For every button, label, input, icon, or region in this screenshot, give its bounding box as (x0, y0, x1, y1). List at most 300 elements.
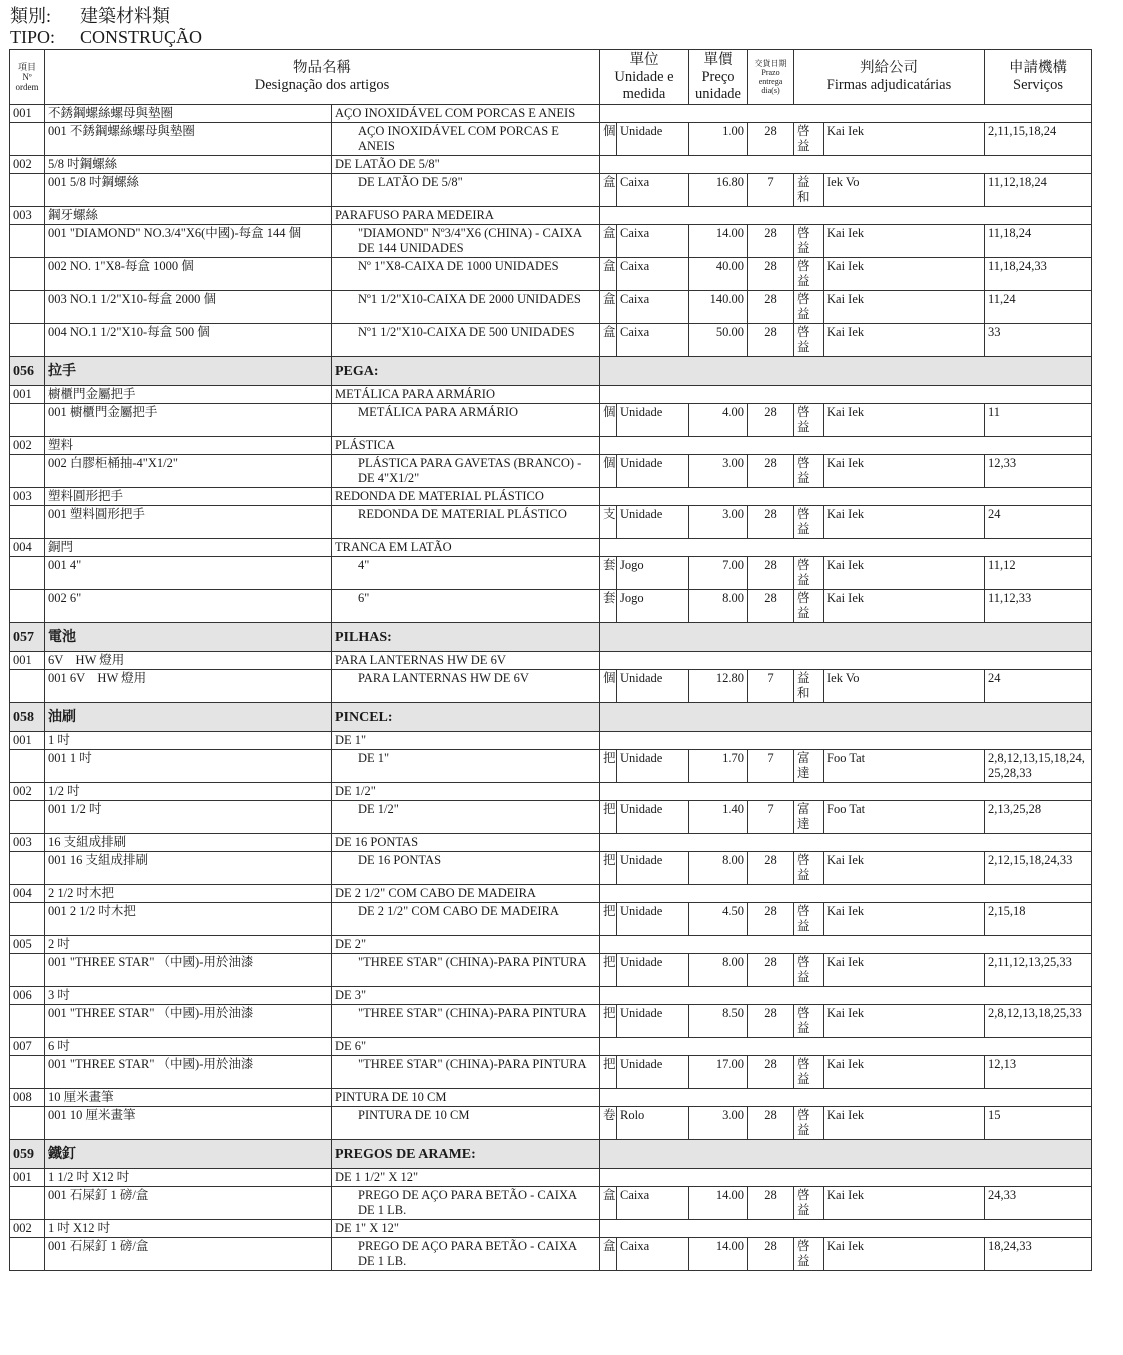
item-name-zh (45, 852, 332, 885)
category-label: 類別: (10, 6, 52, 26)
item-name-zh-text: 白膠柜桶抽-4"X1/2" (69, 456, 178, 470)
firm-zh: 啓益 (794, 1238, 824, 1271)
firm-zh: 啓益 (794, 324, 824, 357)
unit-pt: Unidade (617, 852, 689, 885)
unit-price: 14.00 (689, 1238, 748, 1271)
subgroup-row (10, 1169, 1092, 1187)
item-number: 001 (48, 175, 67, 189)
item-name-pt: PREGO DE AÇO PARA BETÃO - CAIXA DE 1 LB. (332, 1238, 600, 1271)
subgroup-name-pt: DE 1 1/2" X 12" (332, 1169, 600, 1187)
subgroup-row (10, 1089, 1092, 1107)
item-name-pt: "THREE STAR" (CHINA)-PARA PINTURA (332, 1005, 600, 1038)
blank-cell (10, 225, 45, 258)
subgroup-name-pt: PARA LANTERNAS HW DE 6V (332, 652, 600, 670)
services: 24 (985, 506, 1092, 539)
services: 2,15,18 (985, 903, 1092, 936)
unit-zh: 盒 (600, 1187, 617, 1220)
unit-zh: 個 (600, 455, 617, 488)
item-name-zh-text: 不銹鋼螺絲螺母與墊圈 (69, 124, 195, 138)
subgroup-name-zh: 6 吋 (45, 1038, 332, 1056)
unit-pt: Unidade (617, 1056, 689, 1089)
item-name-zh-text: 1 吋 (69, 751, 92, 765)
blank-cell (10, 1056, 45, 1089)
item-name-zh-text: 塑料圓形把手 (69, 507, 145, 521)
firm-zh: 啓益 (794, 1187, 824, 1220)
table-row (10, 852, 1092, 885)
item-name-zh-text: 5/8 吋鋼螺絲 (69, 175, 139, 189)
item-name-zh (45, 225, 332, 258)
group-name-zh: 鐵釘 (45, 1140, 332, 1169)
item-name-pt: AÇO INOXIDÁVEL COM PORCAS E ANEIS (332, 123, 600, 156)
firm-pt: Kai Iek (824, 1107, 985, 1140)
unit-price: 1.70 (689, 750, 748, 783)
item-name-pt: PARA LANTERNAS HW DE 6V (332, 670, 600, 703)
services: 11,24 (985, 291, 1092, 324)
unit-price: 140.00 (689, 291, 748, 324)
subgroup-name-pt: PLÁSTICA (332, 437, 600, 455)
item-name-pt: "DIAMOND" Nº3/4"X6 (CHINA) - CAIXA DE 144 UNIDADES (332, 225, 600, 258)
item-name-pt: REDONDA DE MATERIAL PLÁSTICO (332, 506, 600, 539)
table-row (10, 1056, 1092, 1089)
item-name-zh (45, 1238, 332, 1271)
unit-zh: 把 (600, 750, 617, 783)
unit-price: 14.00 (689, 1187, 748, 1220)
group-filler (600, 703, 1092, 732)
services: 2,12,15,18,24,33 (985, 852, 1092, 885)
subgroup-name-pt: DE 6" (332, 1038, 600, 1056)
unit-price: 8.50 (689, 1005, 748, 1038)
item-name-pt: "THREE STAR" (CHINA)-PARA PINTURA (332, 1056, 600, 1089)
unit-zh: 盒 (600, 258, 617, 291)
group-row (10, 357, 1092, 386)
unit-zh: 盒 (600, 225, 617, 258)
unit-price: 12.80 (689, 670, 748, 703)
delivery-days: 28 (748, 1238, 794, 1271)
item-name-zh (45, 123, 332, 156)
item-name-zh (45, 291, 332, 324)
firm-pt: Iek Vo (824, 670, 985, 703)
table-row (10, 954, 1092, 987)
unit-zh: 套 (600, 557, 617, 590)
subgroup-name-zh: 塑料圓形把手 (45, 488, 332, 506)
subgroup-name-zh: 1 吋 (45, 732, 332, 750)
subgroup-filler (600, 936, 1092, 954)
unit-price: 3.00 (689, 455, 748, 488)
blank-cell (10, 1187, 45, 1220)
subgroup-name-zh: 鋼牙螺絲 (45, 207, 332, 225)
subgroup-row (10, 207, 1092, 225)
services: 24 (985, 670, 1092, 703)
firm-pt: Kai Iek (824, 225, 985, 258)
item-number: 001 (48, 507, 67, 521)
subgroup-name-pt: DE 1" (332, 732, 600, 750)
table-row (10, 670, 1092, 703)
type-label: TIPO: (10, 27, 55, 47)
firm-pt: Kai Iek (824, 506, 985, 539)
subgroup-number: 005 (10, 936, 45, 954)
unit-pt: Unidade (617, 903, 689, 936)
table-row (10, 903, 1092, 936)
item-number: 002 (48, 259, 67, 273)
firm-zh: 啓益 (794, 506, 824, 539)
unit-price: 3.00 (689, 506, 748, 539)
item-name-zh-text: 6" (69, 591, 82, 605)
firm-pt: Kai Iek (824, 324, 985, 357)
table-row (10, 590, 1092, 623)
delivery-days: 28 (748, 225, 794, 258)
firm-zh: 啓益 (794, 225, 824, 258)
subgroup-filler (600, 1220, 1092, 1238)
item-name-pt: DE LATÃO DE 5/8" (332, 174, 600, 207)
col-item-no: 項目 Nº ordem (10, 50, 45, 105)
item-number: 002 (48, 591, 67, 605)
delivery-days: 28 (748, 324, 794, 357)
blank-cell (10, 174, 45, 207)
firm-pt: Iek Vo (824, 174, 985, 207)
group-filler (600, 623, 1092, 652)
firm-zh: 啓益 (794, 852, 824, 885)
subgroup-row (10, 539, 1092, 557)
table-row (10, 1005, 1092, 1038)
item-name-pt: DE 16 PONTAS (332, 852, 600, 885)
unit-zh: 卷 (600, 1107, 617, 1140)
subgroup-number: 002 (10, 783, 45, 801)
services: 11,12,18,24 (985, 174, 1092, 207)
blank-cell (10, 258, 45, 291)
unit-pt: Caixa (617, 258, 689, 291)
delivery-days: 7 (748, 801, 794, 834)
col-designation: 物品名稱 Designação dos artigos (45, 50, 600, 105)
unit-price: 8.00 (689, 954, 748, 987)
unit-zh: 把 (600, 1056, 617, 1089)
subgroup-name-pt: DE 16 PONTAS (332, 834, 600, 852)
subgroup-number: 001 (10, 386, 45, 404)
delivery-days: 7 (748, 750, 794, 783)
item-name-zh-text: "DIAMOND" NO.3/4"X6(中國)-每盒 144 個 (69, 226, 302, 240)
subgroup-name-pt: DE 2" (332, 936, 600, 954)
firm-pt: Kai Iek (824, 1056, 985, 1089)
unit-zh: 盒 (600, 291, 617, 324)
firm-zh: 富達 (794, 801, 824, 834)
subgroup-filler (600, 488, 1092, 506)
item-name-pt: 4" (332, 557, 600, 590)
group-filler (600, 357, 1092, 386)
subgroup-number: 002 (10, 437, 45, 455)
delivery-days: 28 (748, 123, 794, 156)
subgroup-filler (600, 386, 1092, 404)
item-name-zh (45, 1056, 332, 1089)
table-row (10, 324, 1092, 357)
items-table (9, 49, 1092, 1271)
subgroup-name-zh: 3 吋 (45, 987, 332, 1005)
firm-pt: Kai Iek (824, 123, 985, 156)
item-name-pt: PLÁSTICA PARA GAVETAS (BRANCO) -DE 4"X1/2" (332, 455, 600, 488)
blank-cell (10, 590, 45, 623)
unit-price: 14.00 (689, 225, 748, 258)
delivery-days: 28 (748, 291, 794, 324)
unit-pt: Unidade (617, 801, 689, 834)
unit-pt: Caixa (617, 1238, 689, 1271)
item-name-zh-text: 石屎釘 1 磅/盒 (69, 1188, 149, 1202)
item-number: 001 (48, 1188, 67, 1202)
table-row (10, 506, 1092, 539)
table-row (10, 123, 1092, 156)
table-row (10, 404, 1092, 437)
unit-zh: 個 (600, 404, 617, 437)
item-name-zh (45, 174, 332, 207)
subgroup-filler (600, 732, 1092, 750)
firm-zh: 啓益 (794, 1056, 824, 1089)
unit-pt: Unidade (617, 455, 689, 488)
item-name-zh-text: "THREE STAR" （中國)-用於油漆 (69, 1006, 254, 1020)
table-row (10, 455, 1092, 488)
firm-pt: Kai Iek (824, 590, 985, 623)
firm-zh: 啓益 (794, 455, 824, 488)
subgroup-number: 001 (10, 652, 45, 670)
blank-cell (10, 670, 45, 703)
unit-pt: Caixa (617, 174, 689, 207)
subgroup-number: 004 (10, 885, 45, 903)
item-name-zh-text: "THREE STAR" （中國)-用於油漆 (69, 1057, 254, 1071)
subgroup-name-pt: AÇO INOXIDÁVEL COM PORCAS E ANEIS (332, 105, 600, 123)
item-name-pt: Nº1 1/2"X10-CAIXA DE 500 UNIDADES (332, 324, 600, 357)
subgroup-name-zh: 塑料 (45, 437, 332, 455)
col-firm: 判給公司 Firmas adjudicatárias (794, 50, 985, 105)
subgroup-name-zh: 1 吋 X12 吋 (45, 1220, 332, 1238)
services: 15 (985, 1107, 1092, 1140)
delivery-days: 28 (748, 903, 794, 936)
unit-price: 4.00 (689, 404, 748, 437)
item-number: 001 (48, 1057, 67, 1071)
firm-zh: 啓益 (794, 903, 824, 936)
item-number: 001 (48, 1239, 67, 1253)
blank-cell (10, 324, 45, 357)
firm-zh: 啓益 (794, 590, 824, 623)
firm-zh: 富達 (794, 750, 824, 783)
blank-cell (10, 455, 45, 488)
unit-pt: Unidade (617, 123, 689, 156)
table-row (10, 750, 1092, 783)
subgroup-number: 008 (10, 1089, 45, 1107)
subgroup-name-pt: METÁLICA PARA ARMÁRIO (332, 386, 600, 404)
item-name-zh-text: NO.1 1/2"X10-每盒 500 個 (69, 325, 210, 339)
subgroup-filler (600, 1038, 1092, 1056)
item-name-pt: Nº1 1/2"X10-CAIXA DE 2000 UNIDADES (332, 291, 600, 324)
item-number: 003 (48, 292, 67, 306)
subgroup-row (10, 936, 1092, 954)
col-delivery-days: 交貨日期 Prazo entrega dia(s) (748, 50, 794, 105)
item-name-pt: DE 2 1/2" COM CABO DE MADEIRA (332, 903, 600, 936)
item-name-zh (45, 557, 332, 590)
item-number: 001 (48, 1108, 67, 1122)
subgroup-name-pt: DE 2 1/2" COM CABO DE MADEIRA (332, 885, 600, 903)
delivery-days: 28 (748, 954, 794, 987)
subgroup-row (10, 834, 1092, 852)
subgroup-name-pt: DE 1" X 12" (332, 1220, 600, 1238)
unit-zh: 把 (600, 903, 617, 936)
delivery-days: 28 (748, 1107, 794, 1140)
item-number: 001 (48, 853, 67, 867)
subgroup-number: 003 (10, 207, 45, 225)
delivery-days: 7 (748, 174, 794, 207)
col-unit: 單位 Unidade e medida (600, 50, 689, 105)
firm-zh: 啓益 (794, 258, 824, 291)
group-name-pt: PINCEL: (332, 703, 600, 732)
category-value: 建築材料類 (80, 6, 170, 26)
item-name-zh-text: 16 支組成排刷 (69, 853, 149, 867)
blank-cell (10, 123, 45, 156)
unit-zh: 盒 (600, 174, 617, 207)
services: 11,12,33 (985, 590, 1092, 623)
item-name-pt: DE 1/2" (332, 801, 600, 834)
col-services: 申請機構 Serviços (985, 50, 1092, 105)
item-name-zh-text: 櫥櫃門金屬把手 (69, 405, 158, 419)
item-name-zh-text: 10 厘米畫筆 (69, 1108, 136, 1122)
firm-pt: Kai Iek (824, 557, 985, 590)
firm-pt: Kai Iek (824, 404, 985, 437)
firm-zh: 益和 (794, 670, 824, 703)
subgroup-filler (600, 885, 1092, 903)
table-row (10, 258, 1092, 291)
item-number: 001 (48, 1006, 67, 1020)
unit-price: 1.40 (689, 801, 748, 834)
firm-pt: Kai Iek (824, 258, 985, 291)
item-number: 001 (48, 904, 67, 918)
unit-zh: 把 (600, 1005, 617, 1038)
subgroup-name-zh: 櫥櫃門金屬把手 (45, 386, 332, 404)
firm-pt: Kai Iek (824, 455, 985, 488)
unit-price: 1.00 (689, 123, 748, 156)
subgroup-row (10, 105, 1092, 123)
item-name-zh-text: NO. 1"X8-每盒 1000 個 (69, 259, 194, 273)
unit-pt: Jogo (617, 557, 689, 590)
unit-pt: Caixa (617, 225, 689, 258)
blank-cell (10, 954, 45, 987)
item-name-zh (45, 590, 332, 623)
subgroup-number: 002 (10, 1220, 45, 1238)
blank-cell (10, 750, 45, 783)
item-name-pt: PINTURA DE 10 CM (332, 1107, 600, 1140)
group-row (10, 623, 1092, 652)
unit-zh: 個 (600, 123, 617, 156)
table-header-row (10, 50, 1092, 105)
item-name-zh-text: 1/2 吋 (69, 802, 102, 816)
blank-cell (10, 557, 45, 590)
blank-cell (10, 1107, 45, 1140)
services: 33 (985, 324, 1092, 357)
subgroup-row (10, 488, 1092, 506)
services: 24,33 (985, 1187, 1092, 1220)
unit-zh: 盒 (600, 324, 617, 357)
subgroup-filler (600, 539, 1092, 557)
blank-cell (10, 903, 45, 936)
blank-cell (10, 801, 45, 834)
subgroup-name-zh: 銅閂 (45, 539, 332, 557)
item-number: 004 (48, 325, 67, 339)
item-name-pt: 6" (332, 590, 600, 623)
subgroup-name-pt: PINTURA DE 10 CM (332, 1089, 600, 1107)
item-name-zh-text: 4" (69, 558, 82, 572)
firm-zh: 啓益 (794, 1005, 824, 1038)
firm-zh: 益和 (794, 174, 824, 207)
table-row (10, 291, 1092, 324)
firm-pt: Kai Iek (824, 954, 985, 987)
group-name-zh: 電池 (45, 623, 332, 652)
subgroup-filler (600, 1169, 1092, 1187)
unit-price: 8.00 (689, 590, 748, 623)
item-number: 001 (48, 955, 67, 969)
item-number: 001 (48, 124, 67, 138)
firm-pt: Foo Tat (824, 750, 985, 783)
unit-zh: 套 (600, 590, 617, 623)
table-row (10, 1238, 1092, 1271)
item-name-pt: DE 1" (332, 750, 600, 783)
item-name-zh (45, 750, 332, 783)
services: 12,33 (985, 455, 1092, 488)
services: 2,11,12,13,25,33 (985, 954, 1092, 987)
services: 18,24,33 (985, 1238, 1092, 1271)
delivery-days: 28 (748, 455, 794, 488)
services: 2,8,12,13,18,25,33 (985, 1005, 1092, 1038)
subgroup-name-pt: PARAFUSO PARA MEDEIRA (332, 207, 600, 225)
unit-pt: Unidade (617, 670, 689, 703)
subgroup-name-pt: DE 1/2" (332, 783, 600, 801)
subgroup-number: 001 (10, 732, 45, 750)
services: 12,13 (985, 1056, 1092, 1089)
item-name-zh (45, 1107, 332, 1140)
group-number: 058 (10, 703, 45, 732)
item-number: 001 (48, 405, 67, 419)
subgroup-name-zh: 5/8 吋鋼螺絲 (45, 156, 332, 174)
subgroup-row (10, 1220, 1092, 1238)
subgroup-name-zh: 2 吋 (45, 936, 332, 954)
group-name-pt: PEGA: (332, 357, 600, 386)
type-value: CONSTRUÇÃO (80, 27, 203, 47)
subgroup-number: 001 (10, 1169, 45, 1187)
subgroup-filler (600, 156, 1092, 174)
subgroup-name-zh: 2 1/2 吋木把 (45, 885, 332, 903)
unit-price: 3.00 (689, 1107, 748, 1140)
group-name-zh: 拉手 (45, 357, 332, 386)
subgroup-name-pt: TRANCA EM LATÃO (332, 539, 600, 557)
delivery-days: 28 (748, 1187, 794, 1220)
item-name-zh (45, 404, 332, 437)
firm-zh: 啓益 (794, 954, 824, 987)
delivery-days: 28 (748, 404, 794, 437)
services: 2,13,25,28 (985, 801, 1092, 834)
delivery-days: 28 (748, 1056, 794, 1089)
item-name-pt: METÁLICA PARA ARMÁRIO (332, 404, 600, 437)
subgroup-filler (600, 437, 1092, 455)
unit-pt: Rolo (617, 1107, 689, 1140)
subgroup-row (10, 987, 1092, 1005)
col-price: 單價 Preço unidade (689, 50, 748, 105)
delivery-days: 28 (748, 506, 794, 539)
subgroup-row (10, 652, 1092, 670)
subgroup-number: 006 (10, 987, 45, 1005)
subgroup-number: 001 (10, 105, 45, 123)
delivery-days: 28 (748, 590, 794, 623)
item-name-zh (45, 506, 332, 539)
delivery-days: 28 (748, 258, 794, 291)
subgroup-row (10, 885, 1092, 903)
services: 2,11,15,18,24 (985, 123, 1092, 156)
table-row (10, 557, 1092, 590)
item-name-zh (45, 903, 332, 936)
item-name-zh (45, 324, 332, 357)
item-name-zh (45, 455, 332, 488)
table-row (10, 174, 1092, 207)
